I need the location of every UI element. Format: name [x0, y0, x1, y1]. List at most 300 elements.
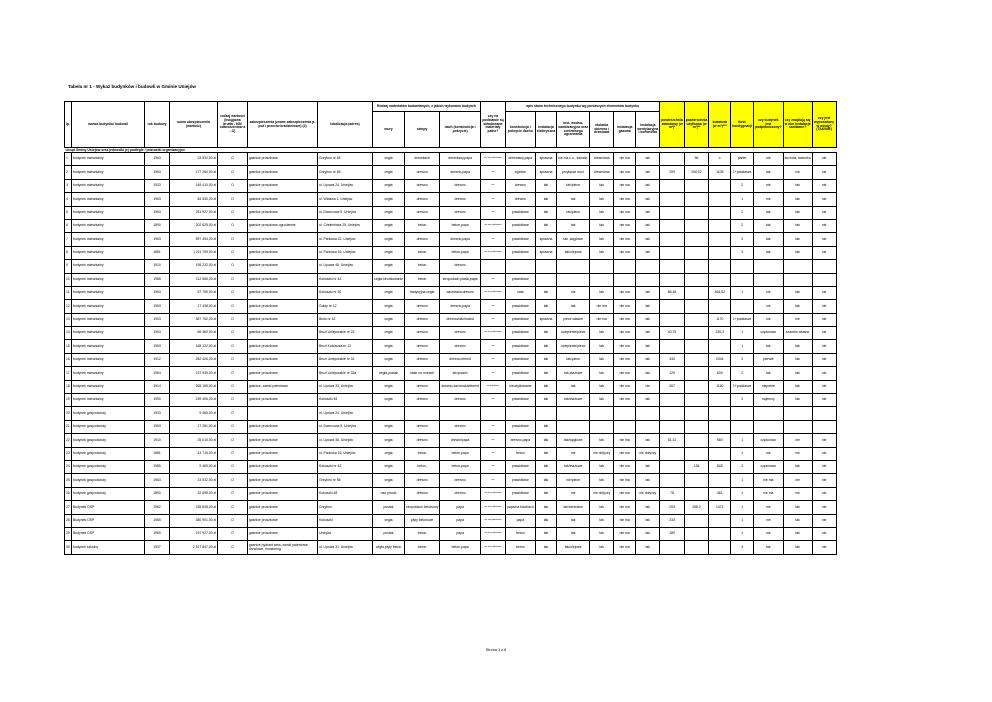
cell-sto: tak	[590, 219, 614, 232]
cell-pod: częściowo	[754, 327, 784, 340]
cell-rok: 1963	[145, 233, 170, 246]
cell-kond: 1	[731, 434, 754, 447]
cell-nazwa: budynek mieszkalny	[72, 313, 145, 326]
cell-kond: 2	[731, 179, 754, 192]
header-dach: dach (konstrukcja i pokrycie)	[440, 112, 481, 148]
cell-stropy: beton	[405, 219, 440, 232]
header-suma: suma ubezpieczenia (wartość)	[170, 102, 218, 148]
cell-rok: 1933	[145, 407, 170, 420]
cell-ele: tak	[535, 367, 556, 380]
table-body	[65, 153, 837, 555]
cell-ele: tak	[535, 501, 556, 514]
cell-kub	[709, 206, 731, 219]
cell-lok: ul. Parkowa 22, Uniejów	[318, 233, 373, 246]
cell-stropy: drewno	[405, 166, 440, 179]
cell-kon: prawidłowe	[505, 487, 535, 500]
cell-ele: tak	[535, 340, 556, 353]
cell-suma: 387 752,00 zł	[170, 313, 218, 326]
table-row	[65, 353, 837, 366]
cell-stropy: drewno	[405, 313, 440, 326]
cell-sto: tak	[590, 434, 614, 447]
cell-win: nie	[812, 514, 836, 527]
cell-pod	[754, 407, 784, 420]
cell-pal: nie ma podstawie	[480, 153, 505, 166]
cell-lp: 26	[65, 487, 72, 500]
cell-ele: tak	[535, 527, 556, 540]
cell-rok: 1903	[145, 313, 170, 326]
cell-kon: zgodne	[505, 166, 535, 179]
cell-pu	[684, 313, 708, 326]
cell-dach: drewno	[440, 260, 481, 273]
cell-wod	[557, 420, 590, 433]
cell-zab: gaśnice proszkowe	[248, 447, 318, 460]
cell-nazwa: budynek mieszkalny	[72, 327, 145, 340]
cell-nazwa: budynek mieszkalny	[72, 166, 145, 179]
header-gazowa: instalacja gazowa	[614, 112, 636, 148]
cell-pu	[684, 300, 708, 313]
cell-ele: tak	[535, 434, 556, 447]
cell-pz	[660, 407, 684, 420]
cell-zab: gaśnice proszkowe	[248, 286, 318, 299]
cell-rok: 1963	[145, 340, 170, 353]
cell-lp: 10	[65, 273, 72, 286]
cell-mury: cegła	[373, 380, 405, 393]
cell-lp: 29	[65, 527, 72, 540]
cell-stropy: drewno	[405, 487, 440, 500]
cell-pz: 78	[660, 487, 684, 500]
cell-nazwa: budynek mieszkalny	[72, 233, 145, 246]
cell-rodz: O	[218, 367, 248, 380]
cell-wod: nie/piece	[557, 474, 590, 487]
cell-lok: ul. Lipowa 24, Uniejów	[318, 179, 373, 192]
cell-kon: nieużytkowane	[505, 380, 535, 393]
cell-mury: cegła	[373, 193, 405, 206]
cell-dach: drewno	[440, 420, 481, 433]
cell-wen: tak	[636, 367, 660, 380]
table-row	[65, 260, 837, 273]
cell-suma: 9 465,00 zł	[170, 460, 218, 473]
cell-gaz: nie ma	[614, 327, 636, 340]
cell-kub: 1471	[709, 501, 731, 514]
cell-pod: niepełne	[754, 380, 784, 393]
cell-pod	[754, 420, 784, 433]
cell-san: tak	[783, 206, 812, 219]
cell-dach: drewno	[440, 394, 481, 407]
cell-gaz: nie ma	[614, 193, 636, 206]
cell-nazwa: budynek mieszkalny	[72, 340, 145, 353]
cell-suma: 251 927,00 zł	[170, 206, 218, 219]
cell-kon: drewniany,papa	[505, 153, 535, 166]
cell-rodz: O	[218, 260, 248, 273]
cell-lok: Grzybno nr 56	[318, 166, 373, 179]
table-row	[65, 487, 837, 500]
cell-san: tak	[783, 340, 812, 353]
cell-pal: nie ma podstawie	[480, 527, 505, 540]
cell-rodz: O	[218, 353, 248, 366]
cell-san: tak	[783, 233, 812, 246]
cell-gaz: nie ma	[614, 246, 636, 259]
cell-stropy: drewno	[405, 300, 440, 313]
cell-zab: gaśnice proszkowe	[248, 367, 318, 380]
cell-rodz: O	[218, 434, 248, 447]
header-instalacje-sanitarne: czy znajdują się w nim instalacje sanitarne?	[783, 102, 812, 148]
cell-kub: x	[709, 153, 731, 166]
cell-mury: cegła	[373, 166, 405, 179]
table-row	[65, 273, 837, 286]
table-row	[65, 447, 837, 460]
header-lp: lp.	[65, 102, 72, 148]
cell-kond: 2	[731, 353, 754, 366]
cell-gaz: nie ma	[614, 367, 636, 380]
cell-lok: ul. Dworcowa 5, Uniejów	[318, 420, 373, 433]
cell-lp: 6	[65, 219, 72, 232]
header-wentylacyjna: instalacja wentylacyjna i kominowa	[636, 112, 660, 148]
cell-gaz: nie ma	[614, 514, 636, 527]
cell-nazwa: budynek mieszkalny	[72, 394, 145, 407]
cell-ele: tak	[535, 380, 556, 393]
cell-sto: tak	[590, 327, 614, 340]
cell-kon: prawidłowe	[505, 340, 535, 353]
cell-kon: beton	[505, 447, 535, 460]
cell-mury: pustak	[373, 527, 405, 540]
cell-dach: drewno	[440, 206, 481, 219]
cell-gaz: nie ma	[614, 233, 636, 246]
cell-pu	[684, 233, 708, 246]
cell-pu: 56	[684, 153, 708, 166]
cell-ele: tak	[535, 541, 556, 554]
cell-pal: nie	[480, 367, 505, 380]
cell-gaz: nie ma	[614, 286, 636, 299]
cell-rodz: O	[218, 206, 248, 219]
cell-stropy: beton	[405, 246, 440, 259]
cell-kond: 1	[731, 487, 754, 500]
cell-nazwa: budynek mieszkalny	[72, 153, 145, 166]
cell-pu	[684, 353, 708, 366]
cell-pod: nie	[754, 300, 784, 313]
cell-wod: piece własne	[557, 313, 590, 326]
cell-kon: drewno	[505, 179, 535, 192]
cell-pz: 81,31	[660, 434, 684, 447]
cell-zab: gaśnice proszkowe	[248, 273, 318, 286]
cell-lp: 18	[65, 380, 72, 393]
cell-win: nie	[812, 340, 836, 353]
cell-ele: tak	[535, 327, 556, 340]
cell-rok: 1963	[145, 166, 170, 179]
cell-san: nie	[783, 166, 812, 179]
cell-rok: 1890	[145, 487, 170, 500]
cell-wod: tak	[557, 514, 590, 527]
cell-kub	[709, 420, 731, 433]
cell-pal: nie ma podstawie	[480, 246, 505, 259]
cell-nazwa: budynek gospodarczy	[72, 474, 145, 487]
header-rodzaj: rodzaj wartości (księgowa brutto - KB/ odtworzeniow a - O)	[218, 102, 248, 148]
cell-sto: drewniana	[590, 166, 614, 179]
cell-mury: cegła	[373, 434, 405, 447]
cell-suma: 239 406,00 zł	[170, 394, 218, 407]
cell-lp: 16	[65, 353, 72, 366]
cell-rok: 1914	[145, 380, 170, 393]
cell-nazwa: Budynek OSP	[72, 501, 145, 514]
table-row	[65, 179, 837, 192]
cell-mury: cegła	[373, 514, 405, 527]
cell-lok: Kokoszki 48	[318, 394, 373, 407]
cell-wen	[636, 273, 660, 286]
cell-rodz: O	[218, 286, 248, 299]
cell-rok: 1963	[145, 300, 170, 313]
cell-sto: tak	[590, 460, 614, 473]
cell-nazwa: budynek mieszkalny	[72, 206, 145, 219]
table-row	[65, 501, 837, 514]
header-opis-stanu: opis stanu technicznego budynku wg poniższych elementów budynku	[505, 102, 659, 112]
cell-mury: cegła	[373, 246, 405, 259]
cell-pu	[684, 219, 708, 232]
cell-kon: prawidłowe	[505, 353, 535, 366]
cell-dach: beton,papa	[440, 541, 481, 554]
cell-san: tak	[783, 193, 812, 206]
cell-pod: nie	[754, 193, 784, 206]
cell-dach: drewno,papa	[440, 166, 481, 179]
cell-win: nie	[812, 434, 836, 447]
cell-pal: nie	[480, 353, 505, 366]
cell-rodz: O	[218, 179, 248, 192]
cell-pod: tak	[754, 233, 784, 246]
cell-mury: pustak	[373, 501, 405, 514]
cell-rok: 1937	[145, 541, 170, 554]
cell-san: tak	[783, 300, 812, 313]
cell-kond: 1	[731, 527, 754, 540]
cell-zab: gaśnice proszkowe	[248, 460, 318, 473]
cell-pz: 293	[660, 501, 684, 514]
cell-suma: 168 122,00 zł	[170, 340, 218, 353]
cell-pod: tak	[754, 340, 784, 353]
cell-zab: gaśnice proszkowe	[248, 206, 318, 219]
cell-kond: parter	[731, 153, 754, 166]
page-title: Tabela nr 1 - Wykaz budynków i budowli w Gminie Uniejów	[68, 84, 196, 89]
cell-win: nie	[812, 527, 836, 540]
cell-lp: 22	[65, 434, 72, 447]
cell-pal: nie ma podstawie	[480, 541, 505, 554]
cell-sto: drewniana	[590, 153, 614, 166]
cell-stropy: drewno	[405, 327, 440, 340]
cell-kond: 2	[731, 206, 754, 219]
cell-gaz: nie ma	[614, 447, 636, 460]
cell-rok: 1912	[145, 353, 170, 366]
cell-dach: stropoach	[440, 367, 481, 380]
cell-gaz	[614, 407, 636, 420]
cell-pz: 86,48	[660, 286, 684, 299]
cell-win: nie	[812, 233, 836, 246]
cell-nazwa: budynek mieszkalny	[72, 286, 145, 299]
cell-zab: gaśnice proszkowe	[248, 153, 318, 166]
cell-zab: gaśnice proszkowe	[248, 527, 318, 540]
cell-san: nie	[783, 474, 812, 487]
cell-pod: nie	[754, 313, 784, 326]
cell-san: tak	[783, 501, 812, 514]
cell-kond	[731, 420, 754, 433]
cell-pal: nie	[480, 460, 505, 473]
cell-pod: tak	[754, 367, 784, 380]
cell-pu: 206,02	[684, 166, 708, 179]
cell-kon: beton	[505, 541, 535, 554]
cell-kub	[709, 541, 731, 554]
cell-zab: gaśnice proszkowe	[248, 353, 318, 366]
cell-ele: tak	[535, 447, 556, 460]
cell-rodz: O	[218, 233, 248, 246]
cell-kon: prawidłowe	[505, 474, 535, 487]
cell-kub: 464,52	[709, 286, 731, 299]
cell-pal: nie	[480, 420, 505, 433]
cell-sto	[590, 420, 614, 433]
cell-pz	[660, 474, 684, 487]
cell-wod: ocieplenie/piece	[557, 327, 590, 340]
cell-pal: nieużytkowe	[480, 380, 505, 393]
cell-pod: częściowo	[754, 434, 784, 447]
cell-suma: 195 232,00 zł	[170, 260, 218, 273]
cell-wod: tak	[557, 300, 590, 313]
cell-mury: cegła,strunkowanie	[373, 273, 405, 286]
cell-mury: cegła	[373, 233, 405, 246]
cell-stropy: drewno	[405, 193, 440, 206]
cell-kond: 1+poddasze	[731, 313, 754, 326]
cell-lok: ul. Lipowa 46, Uniejów	[318, 260, 373, 273]
cell-stropy: stale na murach	[405, 367, 440, 380]
cell-wod: tak/piece	[557, 206, 590, 219]
cell-zab: gaśnice proszkowe	[248, 340, 318, 353]
cell-kond	[731, 300, 754, 313]
cell-kond: 2	[731, 219, 754, 232]
cell-kon: prawidłowe	[505, 367, 535, 380]
cell-win: nie	[812, 219, 836, 232]
cell-kub	[709, 447, 731, 460]
cell-zab: gaśnice proszkowe	[248, 166, 318, 179]
cell-mury: cegła	[373, 179, 405, 192]
cell-nazwa: budynek mieszkalny	[72, 380, 145, 393]
cell-kon	[505, 407, 535, 420]
cell-suma: 25 015,00 zł	[170, 434, 218, 447]
cell-suma: 202 625,00 zł	[170, 219, 218, 232]
cell-wod: tak	[557, 527, 590, 540]
cell-rodz: O	[218, 380, 248, 393]
cell-mury: cegła	[373, 327, 405, 340]
table-row	[65, 394, 837, 407]
cell-dach: drewniany,papa	[440, 153, 481, 166]
cell-wod: tak	[557, 193, 590, 206]
cell-rok: 1965	[145, 514, 170, 527]
cell-pz	[660, 153, 684, 166]
cell-nazwa: budynek mieszkalny	[72, 300, 145, 313]
cell-kond: 2	[731, 367, 754, 380]
cell-sto: tak	[590, 353, 614, 366]
cell-pu: 258,2	[684, 501, 708, 514]
cell-zab: gaśnice, zamki patentowe	[248, 380, 318, 393]
cell-zab: gaśnice proszkowe	[248, 260, 318, 273]
cell-ele: tak	[535, 514, 556, 527]
cell-sto: tak	[590, 367, 614, 380]
cell-lp: 8	[65, 246, 72, 259]
cell-pz: 40,75	[660, 327, 684, 340]
cell-wod: nie	[557, 487, 590, 500]
cell-pu	[684, 206, 708, 219]
cell-pz	[660, 300, 684, 313]
cell-lp: 28	[65, 514, 72, 527]
cell-wen: nie	[636, 380, 660, 393]
table-row	[65, 460, 837, 473]
cell-pal: nie	[480, 273, 505, 286]
header-materialy: Rodzaj materiałów budowlanych, z jakich wykonano budynek	[373, 102, 481, 112]
cell-nazwa: budynek gospodarczy	[72, 420, 145, 433]
cell-san: nie	[783, 447, 812, 460]
cell-lp: 1	[65, 153, 72, 166]
cell-sto: tak	[590, 340, 614, 353]
cell-kon: prawidłowe	[505, 327, 535, 340]
cell-zab: gaśnice proszkowe	[248, 394, 318, 407]
cell-rok: 1963	[145, 153, 170, 166]
cell-stropy: drewno	[405, 353, 440, 366]
cell-pod: tak	[754, 246, 784, 259]
cell-gaz	[614, 260, 636, 273]
cell-wen: tak	[636, 233, 660, 246]
cell-lp: 5	[65, 206, 72, 219]
cell-pz	[660, 340, 684, 353]
cell-pz	[660, 233, 684, 246]
cell-pal: nie	[480, 394, 505, 407]
cell-pod: nie	[754, 527, 784, 540]
cell-wen: tak	[636, 327, 660, 340]
cell-lok: Brużi Uniejowskie nr 23	[318, 327, 373, 340]
cell-zab: gaśnice proszkowe	[248, 501, 318, 514]
cell-lp: 13	[65, 313, 72, 326]
header-zabezpieczenia: zabezpieczenia (znane zabezpieczenia p-poż i przeciw kradzieżowe) (2)	[248, 102, 318, 148]
cell-sto: tak	[590, 541, 614, 554]
cell-rodz: O	[218, 219, 248, 232]
cell-lok: ul. Widawa 1, Uniejów	[318, 193, 373, 206]
cell-lok: Grzybno nr 65	[318, 153, 373, 166]
cell-wen: tak	[636, 193, 660, 206]
cell-win	[812, 273, 836, 286]
cell-wod: tak/etażowe	[557, 460, 590, 473]
cell-rodz: O	[218, 474, 248, 487]
cell-pz: 189	[660, 527, 684, 540]
cell-kub: 600	[709, 367, 731, 380]
cell-kon: beton	[505, 527, 535, 540]
cell-pu	[684, 420, 708, 433]
cell-pod: nie ma	[754, 474, 784, 487]
cell-pod	[754, 273, 784, 286]
cell-mury: cegła	[373, 460, 405, 473]
cell-pz	[660, 273, 684, 286]
cell-lp: 3	[65, 179, 72, 192]
cell-mury: cegła	[373, 286, 405, 299]
cell-win: nie	[812, 501, 836, 514]
cell-pu: 136	[684, 460, 708, 473]
cell-pz	[660, 246, 684, 259]
cell-pal: nie	[480, 300, 505, 313]
cell-kond: 1+poddasze	[731, 166, 754, 179]
cell-wod	[557, 273, 590, 286]
cell-wen: tak	[636, 286, 660, 299]
header-kubatura: kubatura (w m³)***	[709, 102, 731, 148]
cell-dach: drewno	[440, 193, 481, 206]
cell-kond: 2	[731, 460, 754, 473]
cell-win: nie	[812, 246, 836, 259]
cell-sto	[590, 407, 614, 420]
cell-sto: tak	[590, 474, 614, 487]
cell-zab: gaśnice proszkowe	[248, 474, 318, 487]
cell-suma: 23 532,00 zł	[170, 474, 218, 487]
cell-rok: 1933	[145, 179, 170, 192]
cell-rodz: O	[218, 300, 248, 313]
cell-pz	[660, 447, 684, 460]
